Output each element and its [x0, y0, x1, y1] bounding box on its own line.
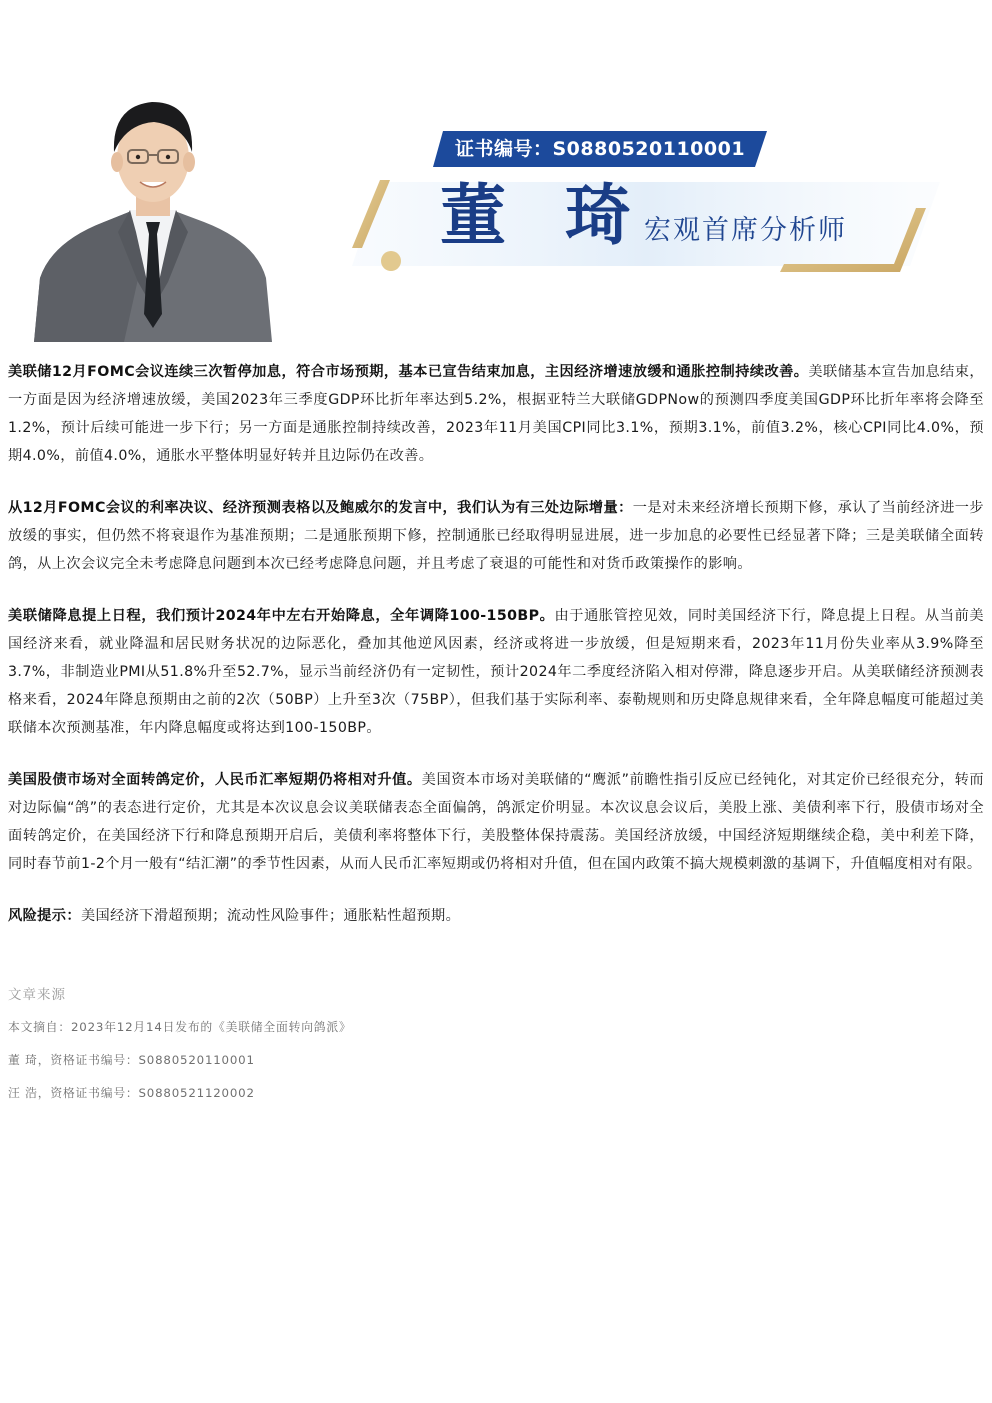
paragraph-rate-cut-outlook: [8, 602, 984, 742]
paragraph-text: 美国经济下滑超预期；流动性风险事件；通胀粘性超预期。: [80, 908, 461, 924]
paragraph-lead: 美联储降息提上日程，我们预计2024年中左右开始降息，全年调降100-150BP。: [8, 608, 555, 624]
paragraph-text: 一是对未来经济增长预期下修，承认了当前经济进一步放缓的事实，但仍然不将衰退作为基准预期；二是通胀预期下修，控制通胀已经取得明显进展，进一步加息的必要性已经显著下降；三是美联储全面转鸽，从上次会议完全未考虑降息问题到本次已经考虑降息问题，并且考虑了衰退的可能性和对货币政策操作的影响。: [8, 500, 984, 572]
paragraph-fomc-pause: [8, 358, 984, 470]
analyst-title: 宏观首席分析师: [644, 215, 847, 246]
paragraph-lead: 风险提示：: [8, 908, 81, 924]
source-title: 文章来源: [8, 987, 66, 1003]
certificate-number: 证书编号：S0880520110001: [455, 138, 746, 160]
paragraph-text: 由于通胀管控见效，同时美国经济下行，降息提上日程。从当前美国经济来看，就业降温和居民财务状况的边际恶化，叠加其他逆风因素，经济或将进一步放缓，但是短期来看，2023年11月份失业率从3.9%降至3.7%，非制造业PMI从51.8%升至52.7%，显示当前经济仍有一定韧性，预计2024年二季度经济陷入相对停滞，降息逐步开启。从美联储经济预测表格来看，2024年降息预期由之前的2次（50BP）上升至3次（75BP），但我们基于实际利率、泰勒规则和历史降息规律来看，全年降息幅度可能超过美联储本次预测基准，年内降息幅度或将达到100-150BP。: [8, 608, 984, 736]
paragraph-text: 美联储基本宣告加息结束，一方面是因为经济增速放缓，美国2023年三季度GDP环比折年率达到5.2%，根据亚特兰大联储GDPNow的预测四季度美国GDP环比折年率将会降至1.2%，预计后续可能进一步下行；另一方面是通胀控制持续改善，2023年11月美国CPI同比3.1%，预期3.1%，前值3.2%，核心CPI同比4.0%，预期4.0%，前值4.0%，通胀水平整体明显好转并且边际仍在改善。: [8, 364, 984, 464]
source-excerpt: 本文摘自：2023年12月14日发布的《美联储全面转向鸽派》: [8, 1020, 352, 1034]
analyst-photo: [34, 82, 272, 342]
paragraph-market-pricing: [8, 766, 984, 878]
certificate-tag: [433, 131, 767, 167]
analyst-name: 董 琦: [440, 176, 649, 254]
article-source: [8, 983, 608, 1116]
paragraph-lead: 美国股债市场对全面转鸽定价，人民币汇率短期仍将相对升值。: [8, 772, 422, 788]
source-author: 汪 浩，资格证书编号：S0880521120002: [8, 1086, 255, 1100]
paragraph-marginal-changes: [8, 494, 984, 578]
paragraph-lead: 从12月FOMC会议的利率决议、经济预测表格以及鲍威尔的发言中，我们认为有三处边际增量：: [8, 500, 633, 516]
report-header: [0, 0, 992, 345]
paragraph-text: 美国资本市场对美联储的“鹰派”前瞻性指引反应已经钝化，对其定价已经很充分，转而对边际偏“鸽”的表态进行定价，尤其是本次议息会议美联储表态全面偏鸽，鸽派定价明显。本次议息会议后，美股上涨、美债利率下行，股债市场对全面转鸽定价，在美国经济下行和降息预期开启后，美债利率将整体下行，美股整体保持震荡。美国经济放缓，中国经济短期继续企稳，美中利差下降，同时春节前1-2个月一般有“结汇潮”的季节性因素，从而人民币汇率短期或仍将相对升值，但在国内政策不搞大规模刺激的基调下，升值幅度相对有限。: [8, 772, 984, 872]
paragraph-risk-warning: [8, 902, 984, 930]
paragraph-lead: 美联储12月FOMC会议连续三次暂停加息，符合市场预期，基本已宣告结束加息，主因经济增速放缓和通胀控制持续改善。: [8, 364, 809, 380]
source-author: 董 琦，资格证书编号：S0880520110001: [8, 1053, 255, 1067]
article-body: [8, 358, 984, 954]
